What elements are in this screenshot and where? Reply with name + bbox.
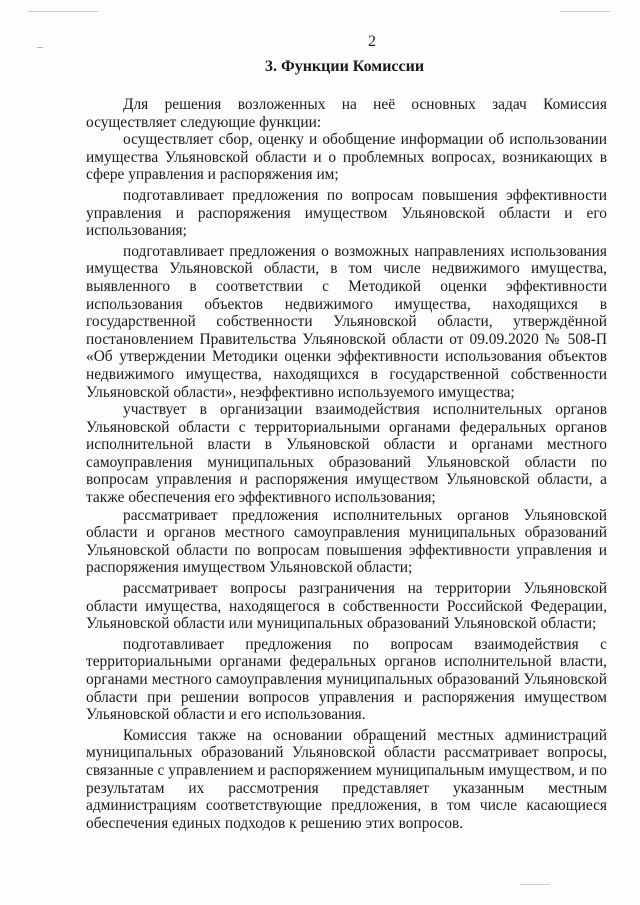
body-text [86, 96, 607, 832]
paragraph-function-efficiency-proposals: подготавливает предложения по вопросам повышения эффективности управления и распоряжения имуществом Ульяновской области и его использования; [86, 186, 607, 240]
paragraph-function-property-division: рассматривает вопросы разграничения на территории Ульяновской области имущества, находящегося в собственности Российской Федерации, Ульяновской области или муниципальных образований Ульяновской области; [86, 580, 607, 633]
scan-artifact-left-margin [37, 47, 43, 48]
paragraph-function-interaction-proposals: подготавливает предложения по вопросам взаимодействия с территориальными органами федеральных органов исполнительной власти, органами местного самоуправления муниципальных образований Ульяновской области при решении вопросов управления и распоряжения имуществом Ульяновской области и его использования. [86, 635, 607, 724]
section-title: 3. Функции Комиссии [264, 58, 425, 75]
paragraph-function-review-proposals: рассматривает предложения исполнительных органов Ульяновской области и органов местного самоуправления муниципальных образований Ульяновской области по вопросам повышения эффективности управления и распоряжения имуществом Ульяновской области; [86, 506, 607, 577]
paragraph-intro: Для решения возложенных на неё основных задач Комиссия осуществляет следующие функции: [86, 96, 607, 131]
paragraph-function-interaction: участвует в организации взаимодействия исполнительных органов Ульяновской области с территориальными органами федеральных органов исполнительной власти в Ульяновской области и органами местного самоуправления муниципальных образований Ульяновской области по вопросам управления и распоряжения имуществом Ульяновской области, а также обеспечения его эффективного использования; [86, 401, 607, 507]
scan-artifact-bottom-right [520, 884, 550, 885]
paragraph-function-collect-info: осуществляет сбор, оценку и обобщение информации об использовании имущества Ульяновской области и о проблемных вопросах, возникающих в сфере управления и распоряжения им; [86, 131, 607, 184]
paragraph-municipal-requests: Комиссия также на основании обращений местных администраций муниципальных образований Ульяновской области рассматривает вопросы, связанные с управлением и распоряжением муниципальным имуществом, и по результатам их рассмотрения представляет указанным местным администрациям соответствующие предложения, в том числе касающиеся обеспечения единых подходов к решению этих вопросов. [86, 726, 607, 832]
scan-artifact-top-left [28, 11, 98, 12]
scan-artifact-top-right [560, 11, 610, 12]
paragraph-function-usage-directions: подготавливает предложения о возможных направлениях использования имущества Ульяновской области, в том числе недвижимого имущества, выявленного в соответствии с Методикой оценки эффективности использования объектов недвижимого имущества, находящихся в государственной собственности Ульяновской области, утверждённой постановлением Правительства Ульяновской области от 09.09.2020 № 508-П «Об утверждении Методики оценки эффективности использования объектов недвижимого имущества, находящихся в государственной собственности Ульяновской области», неэффективно используемого имущества; [86, 242, 607, 401]
page-number: 2 [368, 33, 376, 50]
